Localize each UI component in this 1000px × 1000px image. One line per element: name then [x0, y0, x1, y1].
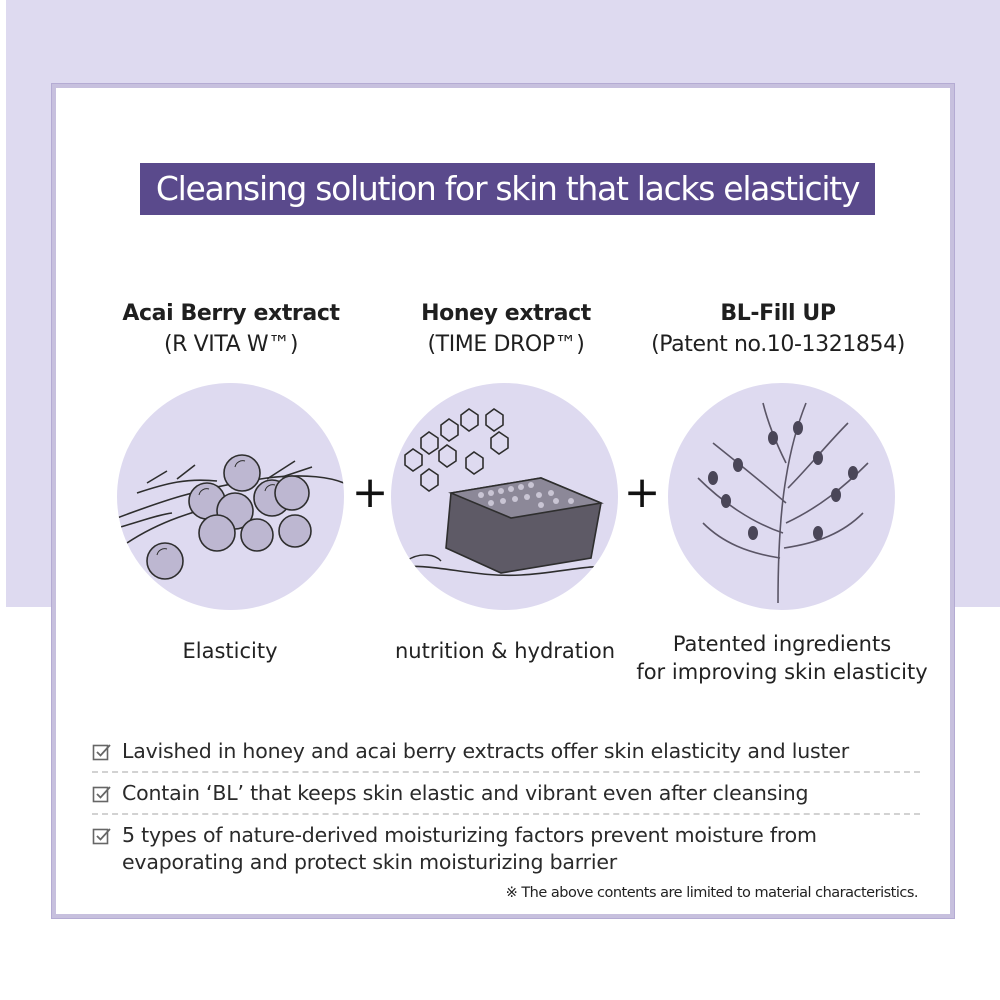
ingredient-honey-header [356, 298, 656, 360]
caption-acai: Elasticity [182, 639, 278, 663]
plus-sign: + [623, 467, 661, 518]
benefit-text: Lavished in honey and acai berry extracts offer skin elasticity and luster [122, 739, 849, 763]
disclaimer-footnote: ※ The above contents are limited to material characteristics. [505, 885, 918, 901]
ingredient-name: Honey extract [421, 301, 591, 326]
checkbox-check-icon [92, 826, 112, 846]
caption-blfill-line1: Patented ingredients [672, 632, 892, 656]
seaweed-icon [668, 383, 895, 610]
list-item [92, 777, 920, 815]
honeycomb-icon [391, 383, 618, 610]
ingredient-acai-header [81, 298, 381, 360]
checkbox-check-icon [92, 742, 112, 762]
ingredient-blfill-header [628, 298, 928, 360]
acai-berry-icon [117, 383, 344, 610]
ingredient-trademark: (R VITA W™) [163, 332, 299, 357]
page-title: Cleansing solution for skin that lacks elasticity [140, 163, 875, 215]
list-item [92, 819, 920, 882]
benefit-text: Contain ‘BL’ that keeps skin elastic and vibrant even after cleansing [122, 781, 809, 805]
caption-blfill-line2: for improving skin elasticity [636, 660, 928, 684]
checkbox-check-icon [92, 784, 112, 804]
list-item [92, 735, 920, 773]
ingredient-name: Acai Berry extract [122, 301, 340, 326]
ingredient-patent: (Patent no.10-1321854) [651, 332, 905, 357]
caption-honey: nutrition & hydration [394, 639, 616, 663]
benefit-text: 5 types of nature-derived moisturizing factors prevent moisture from evaporating and protect skin moisturizing barrier [122, 823, 817, 874]
ingredient-name: BL-Fill UP [720, 301, 836, 326]
ingredient-trademark: (TIME DROP™) [427, 332, 585, 357]
benefits-list [92, 735, 920, 886]
plus-sign: + [351, 467, 389, 518]
